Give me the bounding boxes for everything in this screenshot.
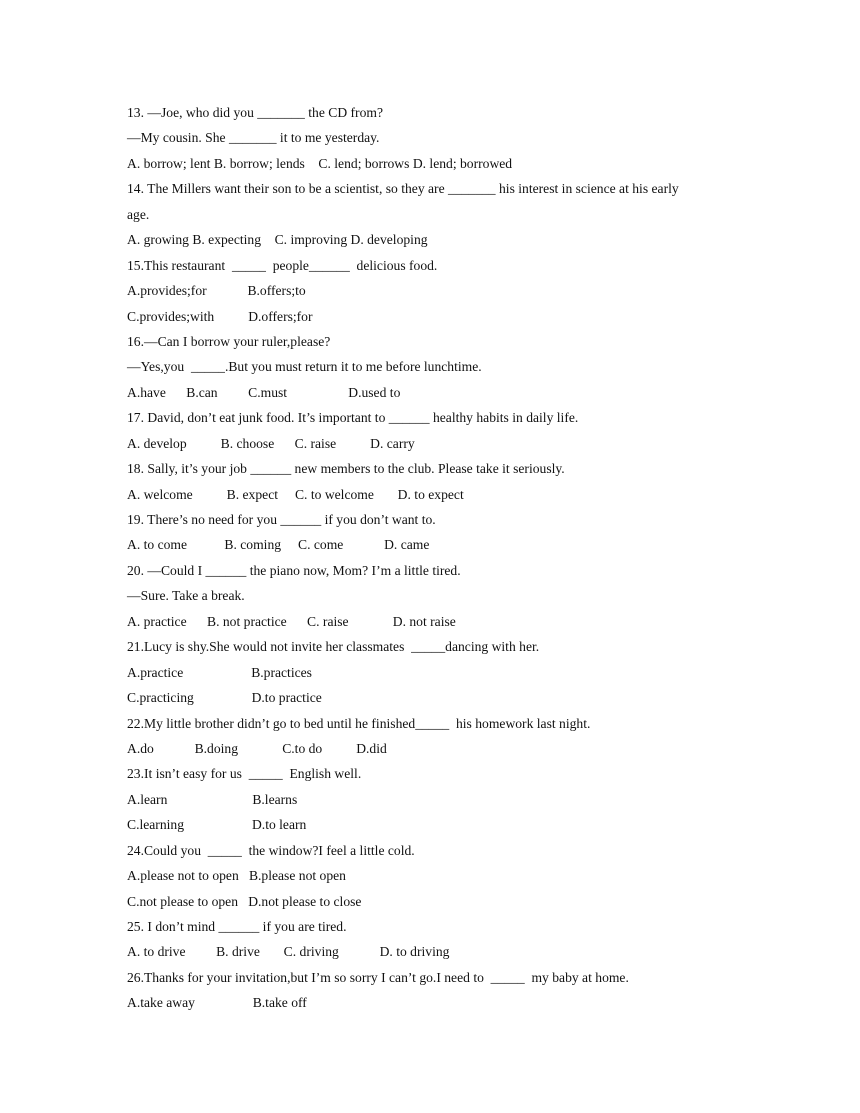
question-26-stem: 26.Thanks for your invitation,but I’m so sorry I can’t go.I need to _____ my baby at home. bbox=[127, 969, 629, 985]
question-17-options: A. develop B. choose C. raise D. carry bbox=[127, 435, 415, 451]
question-21-options-cd: C.practicing D.to practice bbox=[127, 690, 322, 706]
question-16-stem: 16.—Can I borrow your ruler,please? bbox=[127, 333, 331, 349]
worksheet-page bbox=[127, 100, 747, 1016]
question-23-stem: 23.It isn’t easy for us _____ English well. bbox=[127, 766, 362, 782]
question-15-options-cd: C.provides;with D.offers;for bbox=[127, 308, 313, 324]
question-19-options: A. to come B. coming C. come D. came bbox=[127, 537, 430, 553]
question-23-options-ab: A.learn B.learns bbox=[127, 791, 298, 807]
question-14-options: A. growing B. expecting C. improving D. developing bbox=[127, 232, 428, 248]
question-24-stem: 24.Could you _____ the window?I feel a little cold. bbox=[127, 842, 415, 858]
question-23-options-cd: C.learning D.to learn bbox=[127, 817, 307, 833]
question-25-options: A. to drive B. drive C. driving D. to driving bbox=[127, 944, 450, 960]
question-18-stem: 18. Sally, it’s your job ______ new members to the club. Please take it seriously. bbox=[127, 461, 565, 477]
question-13-reply: —My cousin. She _______ it to me yesterday. bbox=[127, 130, 380, 146]
question-17-stem: 17. David, don’t eat junk food. It’s important to ______ healthy habits in daily life. bbox=[127, 410, 579, 426]
question-15-stem: 15.This restaurant _____ people______ delicious food. bbox=[127, 257, 438, 273]
question-18-options: A. welcome B. expect C. to welcome D. to expect bbox=[127, 486, 464, 502]
question-21-options-ab: A.practice B.practices bbox=[127, 664, 312, 680]
question-24-options-cd: C.not please to open D.not please to close bbox=[127, 893, 362, 909]
question-20-stem: 20. —Could I ______ the piano now, Mom? I’m a little tired. bbox=[127, 562, 461, 578]
question-22-options: A.do B.doing C.to do D.did bbox=[127, 740, 387, 756]
question-25-stem: 25. I don’t mind ______ if you are tired. bbox=[127, 919, 347, 934]
question-21-stem: 21.Lucy is shy.She would not invite her classmates _____dancing with her. bbox=[127, 639, 540, 655]
question-16-reply: —Yes,you _____.But you must return it to me before lunchtime. bbox=[127, 359, 482, 375]
question-22-stem: 22.My little brother didn’t go to bed until he finished_____ his homework last night. bbox=[127, 715, 591, 731]
question-20-reply: —Sure. Take a break. bbox=[127, 588, 245, 604]
question-26-options-ab: A.take away B.take off bbox=[127, 995, 307, 1011]
question-20-options: A. practice B. not practice C. raise D. not raise bbox=[127, 613, 456, 629]
question-14-stem-continued: age. bbox=[127, 206, 150, 222]
question-14-stem: 14. The Millers want their son to be a scientist, so they are _______ his interest in science at his early bbox=[127, 181, 679, 197]
question-13-options: A. borrow; lent B. borrow; lends C. lend; borrows D. lend; borrowed bbox=[127, 155, 513, 171]
question-19-stem: 19. There’s no need for you ______ if you don’t want to. bbox=[127, 512, 436, 527]
question-15-options-ab: A.provides;for B.offers;to bbox=[127, 283, 306, 299]
question-16-options: A.have B.can C.must D.used to bbox=[127, 384, 401, 400]
question-13-stem: 13. —Joe, who did you _______ the CD from? bbox=[127, 105, 383, 120]
question-24-options-ab: A.please not to open B.please not open bbox=[127, 868, 346, 884]
